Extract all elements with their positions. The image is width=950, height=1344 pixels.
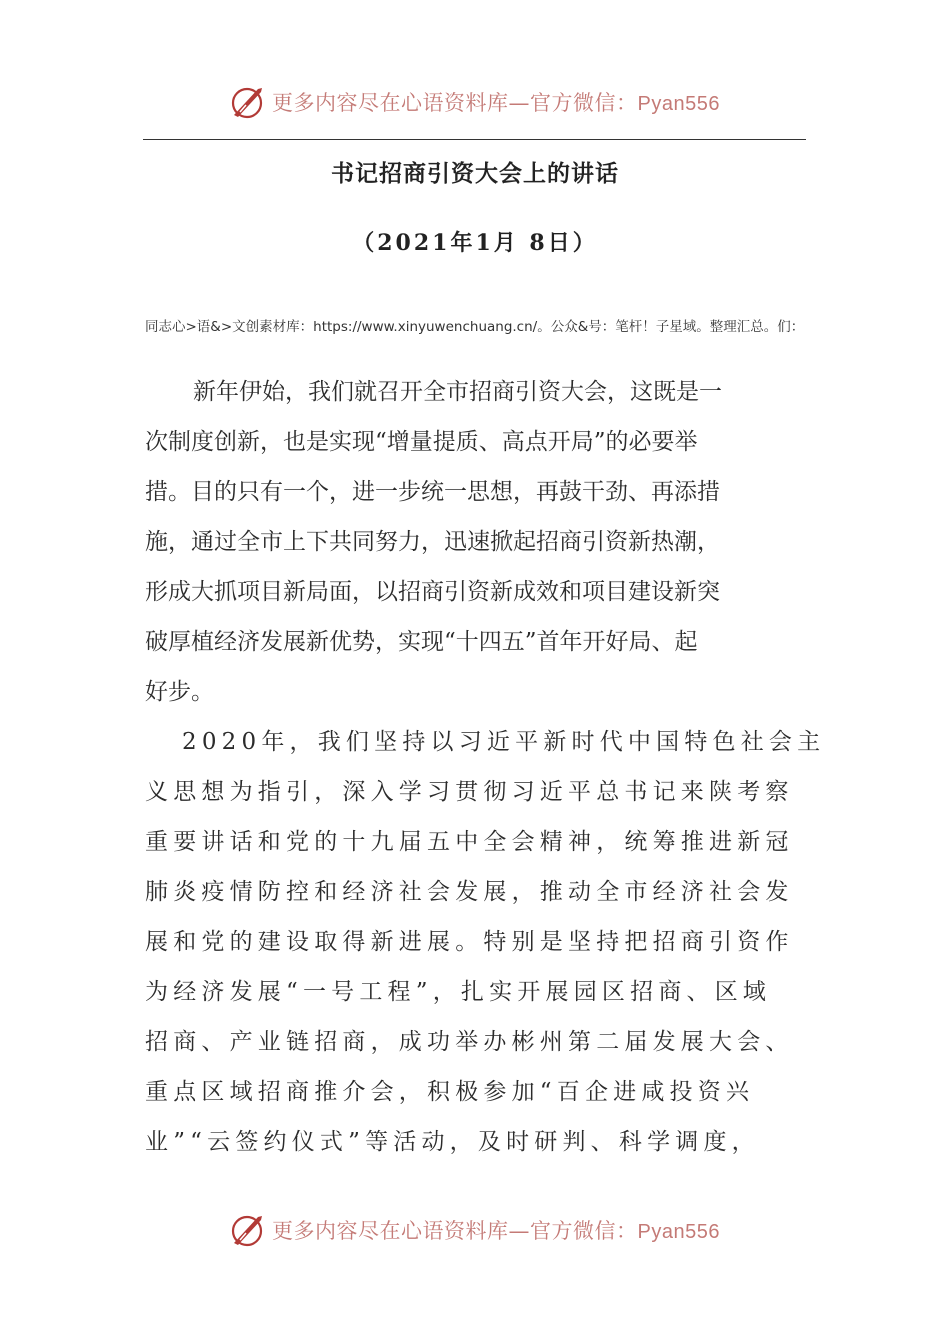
paragraph-2-line: 2020年，我们坚持以习近平新时代中国特色社会主 <box>182 729 826 755</box>
header-banner <box>0 82 950 122</box>
paragraph-2-line: 肺炎疫情防控和经济社会发展，推动全市经济社会发 <box>145 879 794 905</box>
quill-pen-logo-icon <box>230 1212 266 1248</box>
paragraph-2-line: 为经济发展“一号工程”，扎实开展园区招商、区域 <box>145 979 772 1005</box>
paragraph-1-line: 破厚植经济发展新优势，实现“十四五”首年开好局、起 <box>145 629 698 655</box>
paragraph-2-line: 业”“云签约仪式”等活动，及时研判、科学调度， <box>145 1129 760 1155</box>
source-note: 同志心>语&>文创素材库：https://www.xinyuwenchuang.cn/。公众&号：笔杆！子星域。整理汇总。们： <box>145 319 805 335</box>
paragraph-1-line: 好步。 <box>145 679 214 705</box>
header-rule <box>143 139 806 140</box>
paragraph-2-line: 展和党的建设取得新进展。特别是坚持把招商引资作 <box>145 929 794 955</box>
page-title: 书记招商引资大会上的讲话 <box>331 160 619 187</box>
paragraph-2-line: 重要讲话和党的十九届五中全会精神，统筹推进新冠 <box>145 829 794 855</box>
quill-pen-logo-icon <box>230 84 266 120</box>
footer-banner <box>0 1210 950 1250</box>
paragraph-1-line: 施，通过全市上下共同努力，迅速掀起招商引资新热潮， <box>145 529 720 555</box>
paragraph-2-line: 招商、产业链招商，成功举办彬州第二届发展大会、 <box>145 1029 794 1055</box>
paragraph-1-line: 次制度创新，也是实现“增量提质、高点开局”的必要举 <box>145 429 698 455</box>
paragraph-2-line: 重点区域招商推介会，积极参加“百企进咸投资兴 <box>145 1079 755 1105</box>
paragraph-1-line: 新年伊始，我们就召开全市招商引资大会，这既是一 <box>193 379 722 405</box>
paragraph-1-line: 形成大抓项目新局面，以招商引资新成效和项目建设新突 <box>145 579 720 605</box>
speech-date: （2021年1月 8日） <box>352 230 598 256</box>
banner-text: 更多内容尽在心语资料库—官方微信：Pyan556 <box>272 1219 720 1243</box>
banner-text: 更多内容尽在心语资料库—官方微信：Pyan556 <box>272 91 720 115</box>
paragraph-1-line: 措。目的只有一个，进一步统一思想，再鼓干劲、再添措 <box>145 479 720 505</box>
paragraph-2-line: 义思想为指引，深入学习贯彻习近平总书记来陕考察 <box>145 779 794 805</box>
